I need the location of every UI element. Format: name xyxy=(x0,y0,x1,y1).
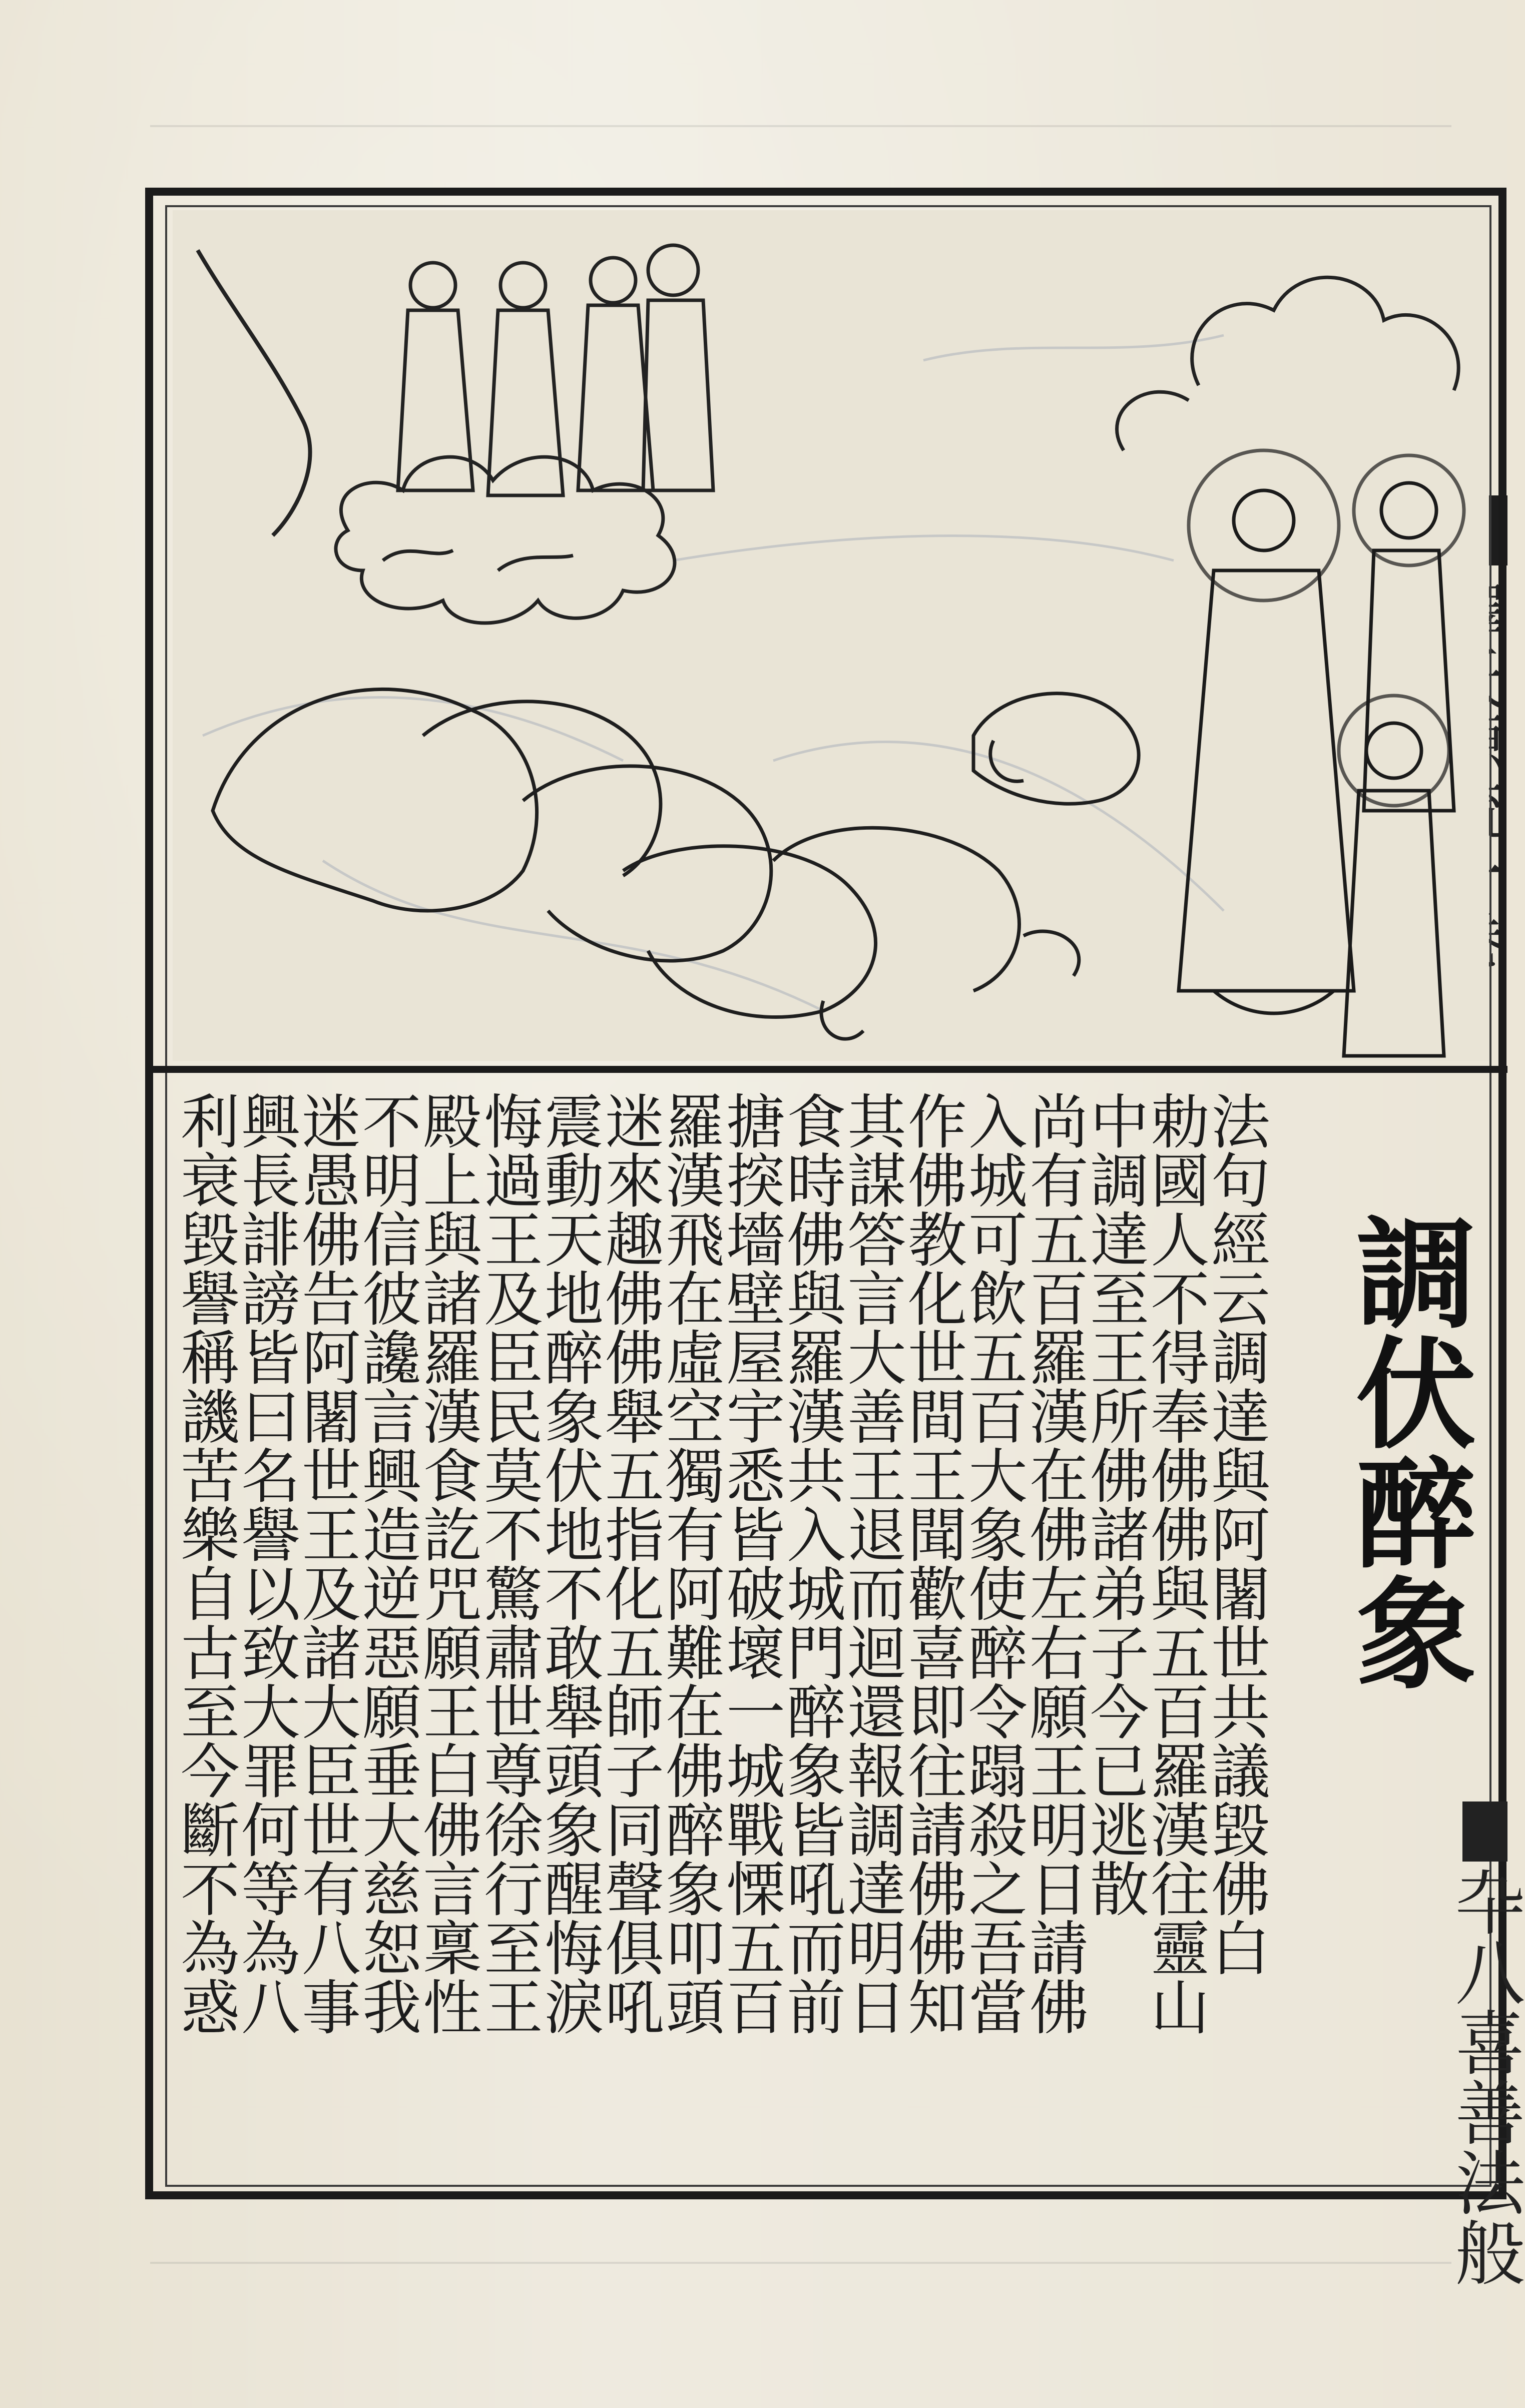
text-column: 中調達至王所佛諸弟子今已逃散 xyxy=(1080,1091,1149,1918)
bleed-through-line xyxy=(150,2262,1451,2264)
text-column: 迷愚佛告阿闍世王及諸大臣世有八事 xyxy=(292,1091,361,2036)
text-column: 食時佛與羅漢共入城門醉象皆吼而前 xyxy=(777,1091,846,2036)
fish-tail-mark xyxy=(1462,1801,1507,1862)
bleed-through-line xyxy=(150,125,1451,127)
text-column: 勅國人不得奉佛佛與五百羅漢往靈山 xyxy=(1141,1091,1210,2036)
section-subtitle: 卆八喜善法般 xyxy=(1443,1867,1525,2287)
text-column: 搪揬墻壁屋宇悉皆破壞一城戰慄五百 xyxy=(716,1091,785,2036)
section-title: 調伏醉象 xyxy=(1336,1211,1477,1691)
text-column: 入城可飲五百大象使醉令蹋殺之吾當 xyxy=(958,1091,1028,2036)
text-column: 殿上與諸羅漢食訖咒願王白佛言稟性 xyxy=(413,1091,482,2036)
text-column: 作佛教化世間王聞歡喜即往請佛佛知 xyxy=(898,1091,967,2036)
text-column: 羅漢飛在虛空獨有阿難在佛醉象叩頭 xyxy=(656,1091,725,2036)
text-column: 法句經云調達與阿闍世共議毀佛白 xyxy=(1201,1091,1270,1977)
text-column: 震動天地醉象伏地不敢舉頭象醒悔淚 xyxy=(535,1091,604,2036)
text-column: 其謀答言大善王退而迴還報調達明日 xyxy=(837,1091,906,2036)
illustration-text-divider xyxy=(145,1066,1507,1073)
woodblock-illustration xyxy=(173,210,1489,1061)
text-column: 悔過王及臣民莫不驚肅世尊徐行至王 xyxy=(474,1091,543,2036)
text-column: 利衰毀譽稱譏苦樂自古至今斷不為惑 xyxy=(171,1091,240,2036)
text-column: 不明信彼讒言興造逆惡願垂大慈恕我 xyxy=(352,1091,421,2036)
text-column: 尚有五百羅漢在佛左右願王明日請佛 xyxy=(1020,1091,1089,2036)
text-column: 迷來趣佛佛舉五指化五師子同聲俱吼 xyxy=(595,1091,664,2036)
text-column: 興長誹謗皆曰名譽以致大罪何等為八 xyxy=(231,1091,300,2036)
